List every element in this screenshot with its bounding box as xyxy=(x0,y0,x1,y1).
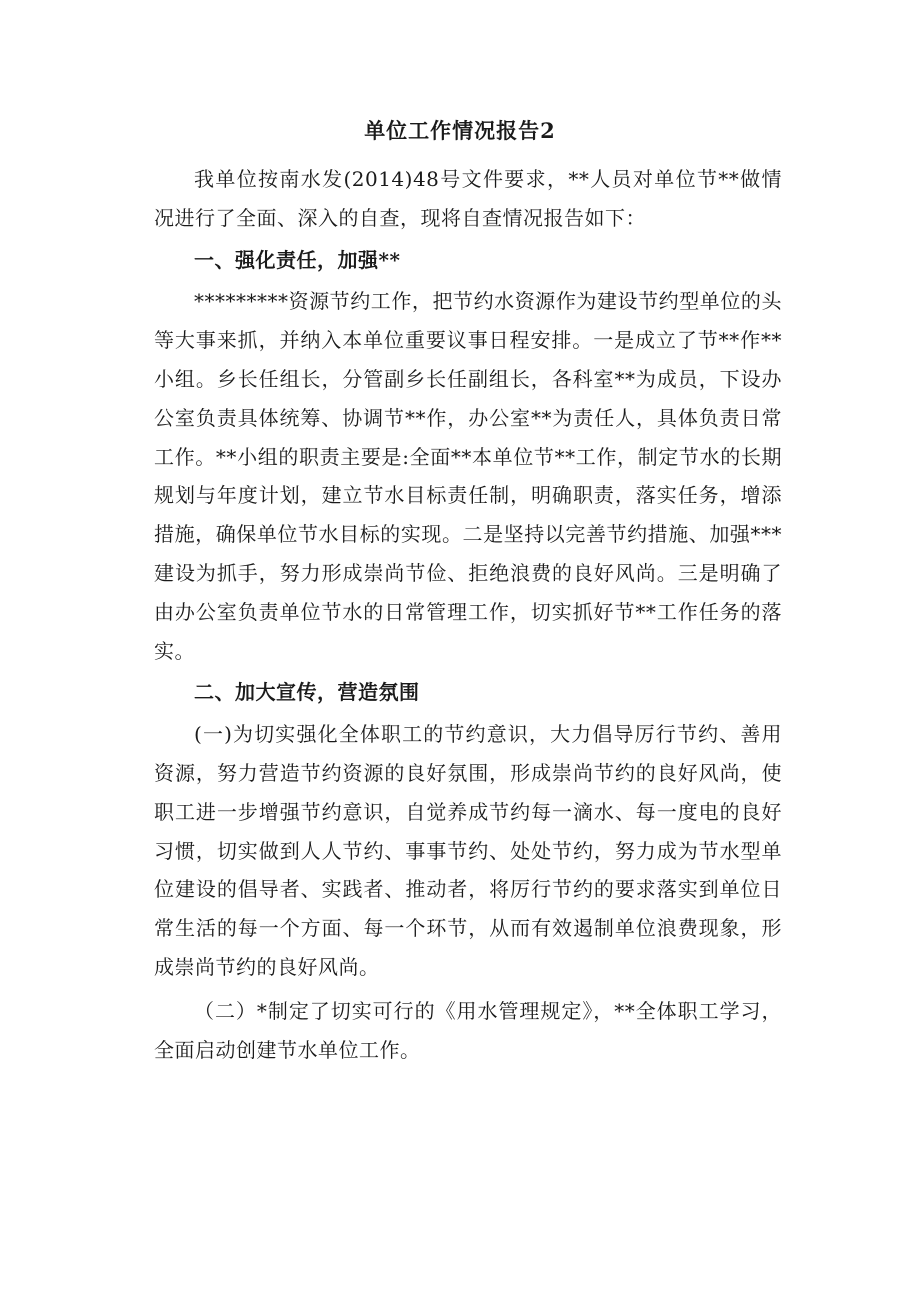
document-title: 单位工作情况报告2 xyxy=(364,118,556,143)
section-2-paragraph-1: (一)为切实强化全体职工的节约意识，大力倡导厉行节约、善用资源，努力营造节约资源的良好氛围，形成崇尚节约的良好风尚，使职工进一步增强节约意识，自觉养成节约每一滴水、每一度电的良好习惯，切实做到人人节约、事事节约、处处节约，努力成为节水型单位建设的倡导者、实践者、推动者，将厉行节约的要求落实到单位日常生活的每一个方面、每一个环节，从而有效遏制单位浪费现象，形成崇尚节约的良好风尚。 xyxy=(154,722,782,979)
section-2-paragraph-2: （二）*制定了切实可行的《用水管理规定》，**全体职工学习，全面启动创建节水单位工作。 xyxy=(154,998,782,1062)
intro-paragraph: 我单位按南水发(2014)48号文件要求，**人员对单位节**做情况进行了全面、深入的自查，现将自查情况报告如下： xyxy=(154,167,782,230)
section-1-paragraph: *********资源节约工作，把节约水资源作为建设节约型单位的头等大事来抓，并纳入本单位重要议事日程安排。一是成立了节**作**小组。乡长任组长，分管副乡长任副组长，各科室**为成员，下设办公室负责具体统筹、协调节**作，办公室**为责任人，具体负责日常工作。**小组的职责主要是:全面**本单位节**工作，制定节水的长期规划与年度计划，建立节水目标责任制，明确职责，落实任务，增添措施，确保单位节水目标的实现。二是坚持以完善节约措施、加强***建设为抓手，努力形成崇尚节俭、拒绝浪费的良好风尚。三是明确了由办公室负责单位节水的日常管理工作，切实抓好节**工作任务的落实。 xyxy=(154,289,782,663)
section-heading-1: 一、强化责任，加强** xyxy=(194,247,401,272)
document-body xyxy=(154,160,782,1069)
section-heading-2: 二、加大宣传，营造氛围 xyxy=(194,680,420,705)
